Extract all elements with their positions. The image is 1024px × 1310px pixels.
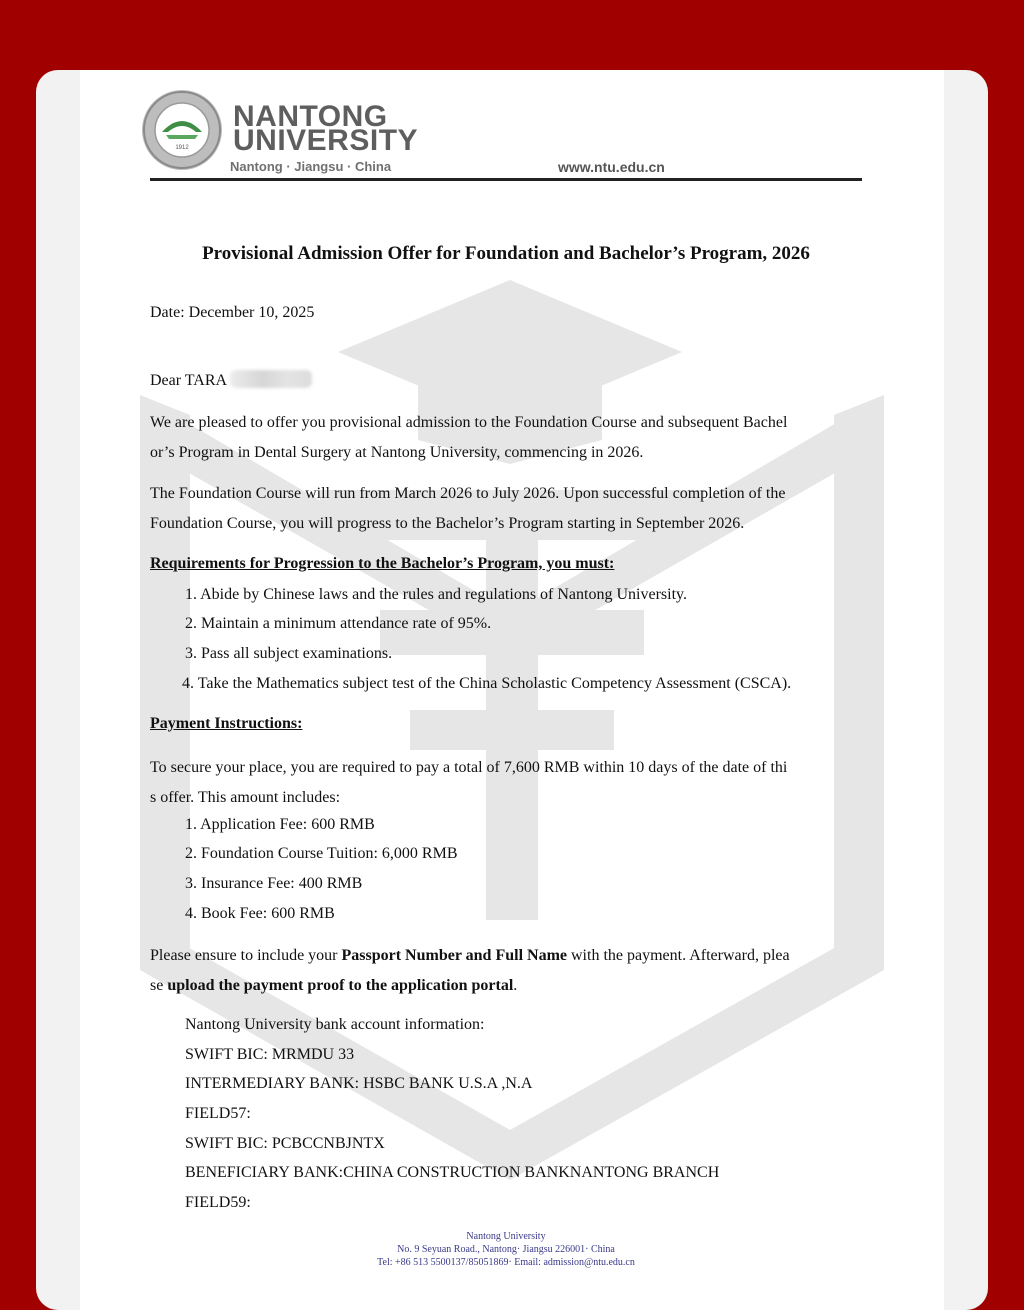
requirement-item: 3. Pass all subject examinations. [185,645,393,662]
bank-info-line: Nantong University bank account information: [185,1016,485,1033]
university-website: www.ntu.edu.cn [558,159,665,175]
letter-footer [80,1230,932,1269]
payment-paragraph [150,753,868,813]
payment-note [150,941,868,1001]
requirements-heading: Requirements for Progression to the Bachelor’s Program, you must: [150,555,615,572]
payment-note-text: Please ensure to include your [150,947,342,964]
requirement-item: 1. Abide by Chinese laws and the rules and regulations of Nantong University. [185,586,687,603]
letter-date: Date: December 10, 2025 [150,304,315,321]
footer-line1: Nantong University [466,1231,546,1242]
university-name [233,100,419,157]
university-name-line1: NANTONG [233,100,388,133]
letter-page [80,70,944,1310]
payment-note-text: se [150,977,168,994]
header-divider [150,178,862,181]
paragraph-schedule [150,479,868,539]
salutation [150,366,868,396]
paragraph-schedule-line2: Foundation Course, you will progress to the Bachelor’s Program starting in September 2026. [150,515,745,532]
paragraph-intro-line1: We are pleased to offer you provisional admission to the Foundation Course and subsequent Bachel [150,414,788,431]
bank-info-line: BENEFICIARY BANK:CHINA CONSTRUCTION BANKNANTONG BRANCH [185,1164,720,1181]
salutation-text: Dear TARA [150,372,227,389]
footer-line3: Tel: +86 513 5500137/85051869· Email: admission@ntu.edu.cn [377,1257,635,1268]
letter-content [80,70,944,1310]
fee-item: 4. Book Fee: 600 RMB [185,905,335,922]
requirement-item: 2. Maintain a minimum attendance rate of 95%. [185,615,492,632]
bank-info-line: INTERMEDIARY BANK: HSBC BANK U.S.A ,N.A [185,1075,533,1092]
requirement-item: 4. Take the Mathematics subject test of the China Scholastic Competency Assessment (CSCA). [182,675,792,692]
fee-item: 3. Insurance Fee: 400 RMB [185,875,363,892]
fee-item: 1. Application Fee: 600 RMB [185,816,375,833]
redacted-surname [230,370,312,388]
footer-line2: No. 9 Seyuan Road., Nantong· Jiangsu 226001· China [397,1244,615,1255]
payment-paragraph-line1: To secure your place, you are required to pay a total of 7,600 RMB within 10 days of the date of thi [150,759,788,776]
document-card [36,70,988,1310]
bank-info-line: SWIFT BIC: PCBCCNBJNTX [185,1135,385,1152]
payment-note-emphasis: Passport Number and Full Name [341,947,567,964]
seal-year: 1912 [175,145,189,151]
payment-heading: Payment Instructions: [150,715,303,732]
payment-note-line1 [150,941,868,971]
payment-paragraph-line2: s offer. This amount includes: [150,789,341,806]
bank-info-line: FIELD57: [185,1105,251,1122]
payment-note-emphasis: upload the payment proof to the application portal [167,977,514,994]
university-location: Nantong · Jiangsu · China [230,159,392,174]
university-name-line2: UNIVERSITY [233,124,419,157]
payment-note-text: . [513,977,518,994]
paragraph-intro [150,408,868,468]
fee-item: 2. Foundation Course Tuition: 6,000 RMB [185,845,458,862]
bank-info-line: FIELD59: [185,1194,251,1211]
letter-title: Provisional Admission Offer for Foundation and Bachelor’s Program, 2026 [202,243,810,264]
payment-note-text: with the payment. Afterward, plea [567,947,790,964]
paragraph-schedule-line1: The Foundation Course will run from March 2026 to July 2026. Upon successful completion of the [150,485,786,502]
bank-info-line: SWIFT BIC: MRMDU 33 [185,1046,355,1063]
university-seal-logo [140,88,224,172]
paragraph-intro-line2: or’s Program in Dental Surgery at Nantong University, commencing in 2026. [150,444,644,461]
payment-note-line2 [150,971,868,1001]
